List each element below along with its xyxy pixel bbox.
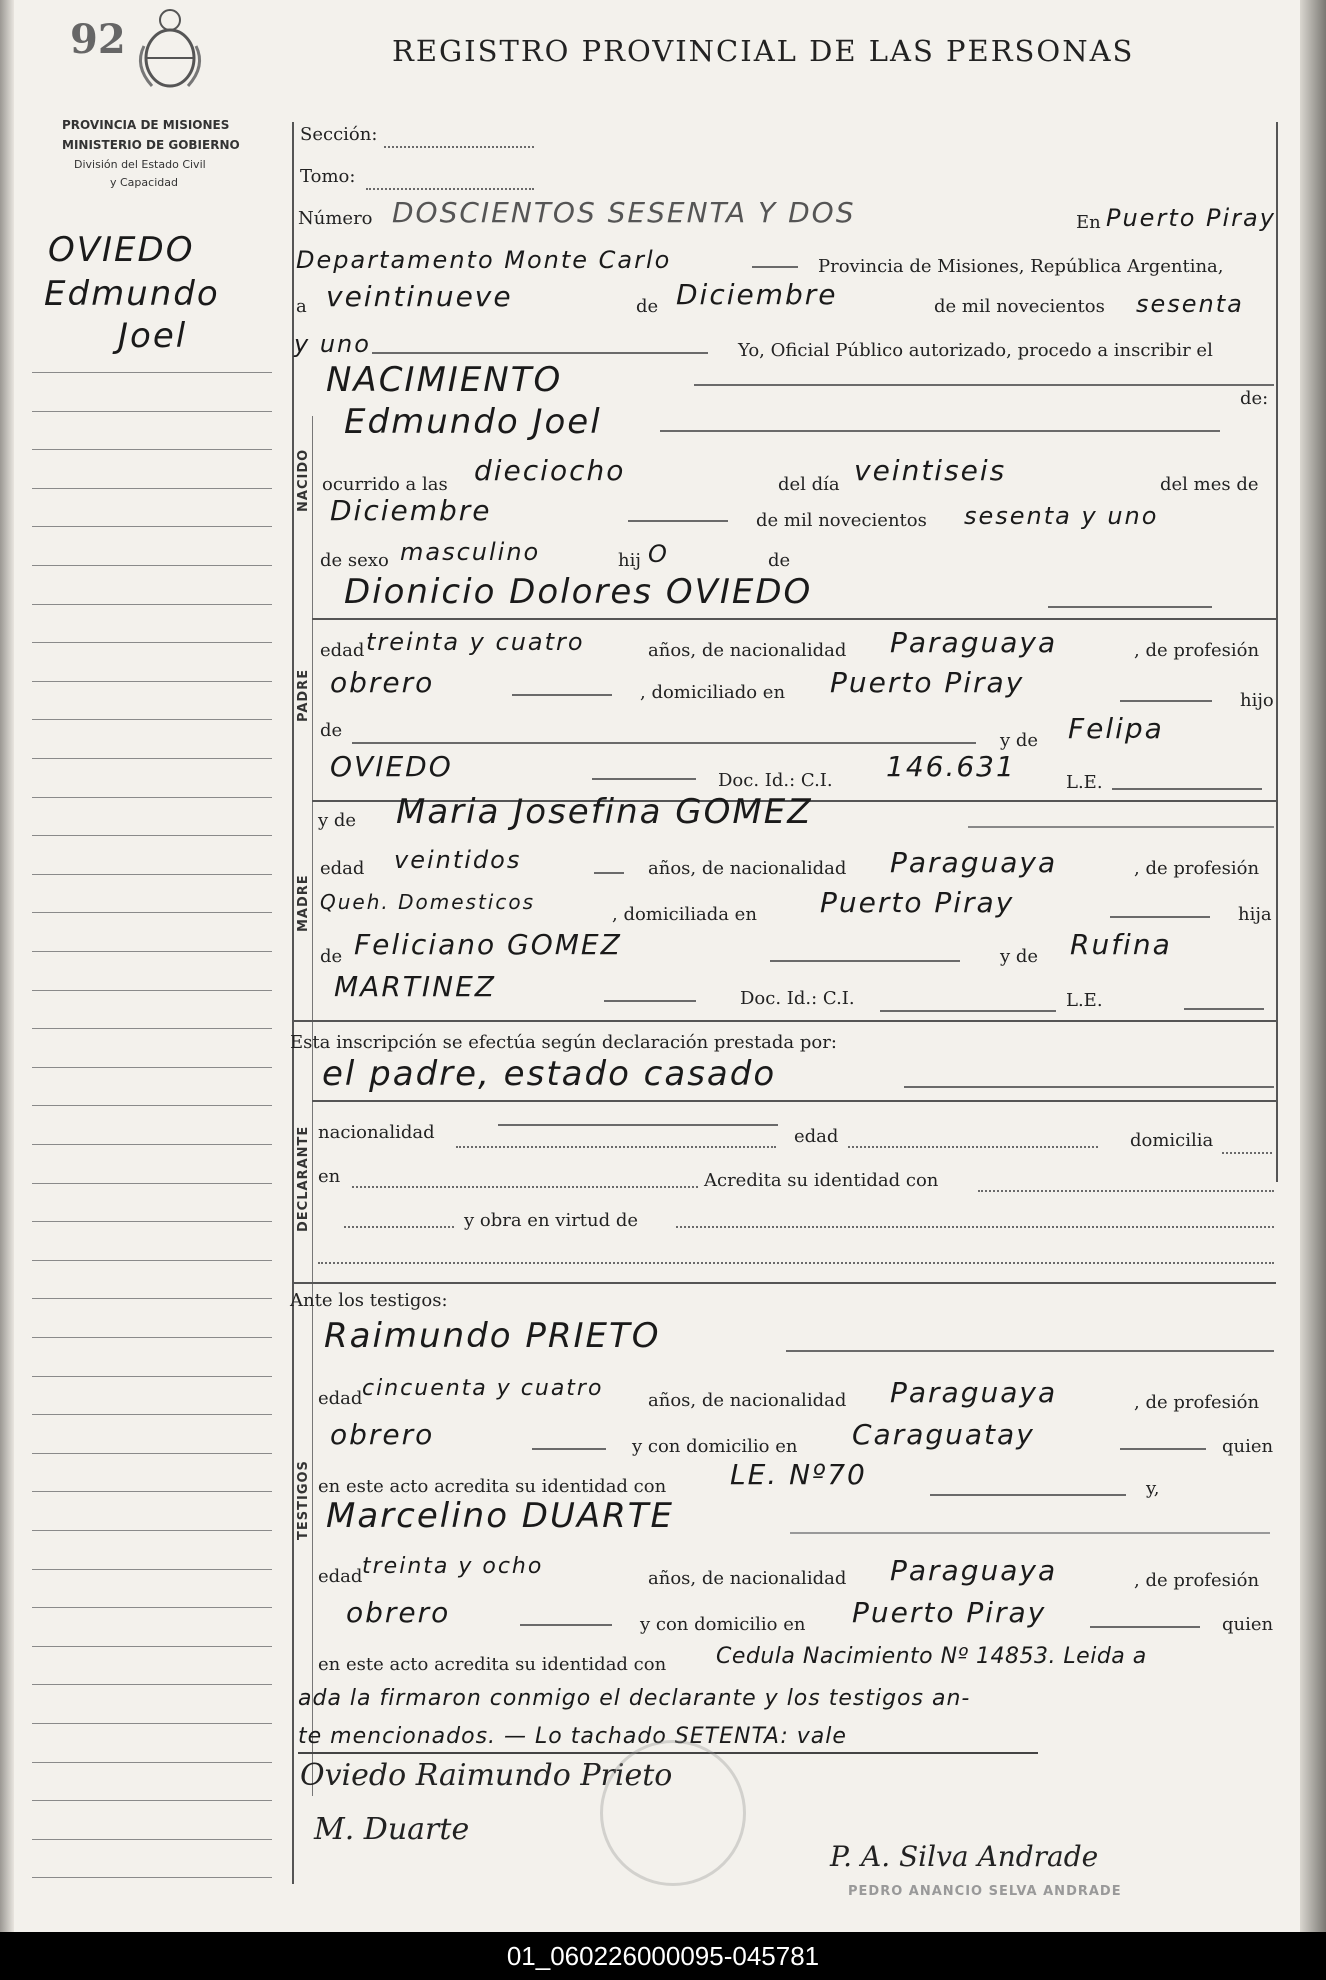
office-line-2: MINISTERIO DE GOBIERNO (62, 138, 240, 152)
margin-first-name: Edmundo (44, 274, 220, 314)
margin-rule-line (32, 1105, 272, 1106)
sep-nacido-padre (312, 618, 1276, 620)
margin-rule-line (32, 1221, 272, 1222)
label-de-1: de (636, 296, 659, 317)
margin-rule-line (32, 1298, 272, 1299)
label-esta-inscripcion: Esta inscripción se efectúa según declaración prestada por: (290, 1032, 837, 1053)
entry-cierre-2: te mencionados. — Lo tachado SETENTA: vale (298, 1724, 847, 1749)
entry-padre-madre: Felipa (1068, 712, 1164, 745)
label-t2-acto: en este acto acredita su identidad con (318, 1654, 667, 1675)
label-en: En (1076, 212, 1101, 233)
label-padre-anios: años, de nacionalidad (648, 640, 847, 661)
margin-rule-line (32, 1144, 272, 1145)
entry-padre-dom: Puerto Piray (830, 666, 1025, 699)
margin-rule-line (32, 1800, 272, 1801)
line-t1-doc (930, 1494, 1126, 1496)
line-acto (694, 384, 1274, 386)
entry-acto: NACIMIENTO (326, 360, 563, 400)
label-madre-anios: años, de nacionalidad (648, 858, 847, 879)
line-t1-dom (1120, 1448, 1206, 1450)
line-departamento (752, 266, 798, 268)
entry-padre-nombre: Dionicio Dolores OVIEDO (344, 572, 813, 612)
margin-rule-line (32, 719, 272, 720)
label-madre-y-de-2: y de (1000, 946, 1039, 967)
sep-madre-inscripcion (292, 1020, 1276, 1022)
entry-dia-nac: veintiseis (854, 454, 1007, 487)
entry-t2-dom: Puerto Piray (852, 1596, 1047, 1629)
entry-mes-nac: Diciembre (330, 494, 492, 527)
side-label-testigos: TESTIGOS (296, 1460, 311, 1540)
scan-id-footer: 01_060226000095-045781 (0, 1932, 1326, 1980)
label-madre-edad: edad (320, 858, 365, 879)
label-hijo: hij (618, 550, 641, 571)
margin-rule-line (32, 1607, 272, 1608)
signature-testigo-2: M. Duarte (314, 1812, 470, 1847)
office-line-4: y Capacidad (110, 176, 178, 189)
label-padre-le: L.E. (1066, 772, 1103, 793)
label-madre-y-de: y de (318, 810, 357, 831)
line-decl-acredita (978, 1190, 1274, 1192)
entry-declarante: el padre, estado casado (322, 1054, 777, 1094)
label-ante: Ante los testigos: (290, 1290, 448, 1311)
line-seccion (384, 146, 534, 148)
margin-rule-line (32, 1569, 272, 1570)
margin-rule-line (32, 642, 272, 643)
margin-rule-line (32, 912, 272, 913)
entry-madre-prof: Queh. Domesticos (320, 890, 536, 914)
frame-left-line (292, 122, 294, 1884)
margin-rule-line (32, 1183, 272, 1184)
label-edad-decl: edad (794, 1126, 839, 1147)
label-madre-le: L.E. (1066, 990, 1103, 1011)
label-provincia: Provincia de Misiones, República Argentina, (818, 256, 1224, 277)
margin-rule-line (32, 1414, 272, 1415)
label-numero: Número (298, 208, 373, 229)
line-padre-padre (352, 742, 976, 744)
entry-anio-2: y uno (294, 330, 371, 358)
entry-t1-doc: LE. Nº70 (730, 1458, 867, 1491)
entry-departamento: Departamento Monte Carlo (296, 246, 672, 274)
label-seccion: Sección: (300, 124, 378, 145)
margin-rule-line (32, 411, 272, 412)
line-decl-obra-pre (344, 1226, 454, 1228)
page-edge-shadow (1300, 0, 1326, 1932)
entry-testigo1: Raimundo PRIETO (324, 1316, 661, 1356)
entry-hijo-suffix: O (648, 540, 669, 568)
office-line-3: División del Estado Civil (74, 158, 206, 171)
margin-rule-line (32, 1684, 272, 1685)
margin-rule-line (32, 797, 272, 798)
label-de-mil: de mil novecientos (934, 296, 1105, 317)
label-madre-dom: , domiciliada en (612, 904, 757, 925)
entry-t1-dom: Caraguatay (852, 1418, 1035, 1451)
label-t2-edad: edad (318, 1566, 363, 1587)
entry-padre-edad: treinta y cuatro (366, 628, 585, 656)
label-tomo: Tomo: (300, 166, 356, 187)
label-del-mes: del mes de (1160, 474, 1259, 495)
signature-oficial: P. A. Silva Andrade (830, 1840, 1099, 1873)
sep-declarante-bottom (292, 1282, 1276, 1284)
entry-padre-ci: 146.631 (886, 750, 1016, 783)
label-t2-anios: años, de nacionalidad (648, 1568, 847, 1589)
side-label-declarante: DECLARANTE (296, 1125, 311, 1232)
line-decl-en (352, 1186, 698, 1188)
margin-rule-line (32, 565, 272, 566)
entry-madre-padre: Feliciano GOMEZ (354, 928, 622, 961)
margin-rule-line (32, 1453, 272, 1454)
label-de-mil-nac: de mil novecientos (756, 510, 927, 531)
line-decl-nac-2 (456, 1146, 776, 1148)
line-mes-nac (628, 520, 728, 522)
margin-rule-line (32, 488, 272, 489)
line-padre-le (1112, 788, 1262, 790)
entry-cierre-1: ada la firmaron conmigo el declarante y los testigos an- (298, 1686, 971, 1711)
label-t1-acto: en este acto acredita su identidad con (318, 1476, 667, 1497)
line-madre-ci (880, 1010, 1056, 1012)
label-madre-prof: , de profesión (1134, 858, 1260, 879)
frame-right-line (1276, 122, 1278, 1182)
entry-t2-doc: Cedula Nacimiento Nº 14853. Leida a (716, 1644, 1147, 1669)
label-padre-doc: Doc. Id.: C.I. (718, 770, 833, 791)
line-padre-dom (1120, 700, 1212, 702)
line-t2-prof (520, 1624, 612, 1626)
entry-t2-nac: Paraguaya (890, 1554, 1058, 1587)
line-decl-obra (676, 1226, 1274, 1228)
entry-mes: Diciembre (676, 278, 838, 311)
entry-madre-madre-ap: MARTINEZ (334, 970, 496, 1003)
entry-t2-edad: treinta y ocho (362, 1554, 544, 1579)
line-madre-edad (594, 872, 624, 874)
margin-rule-line (32, 1646, 272, 1647)
line-padre-nombre (1048, 606, 1212, 608)
margin-rule-line (32, 526, 272, 527)
margin-rule-line (32, 1028, 272, 1029)
line-madre-padre (770, 960, 960, 962)
entry-t1-edad: cincuenta y cuatro (362, 1376, 604, 1401)
entry-madre-madre: Rufina (1070, 928, 1172, 961)
margin-rule-line (32, 449, 272, 450)
line-t1-prof (532, 1448, 606, 1450)
margin-rule-line (32, 1376, 272, 1377)
side-label-nacido: NACIDO (296, 448, 311, 512)
label-madre-doc: Doc. Id.: C.I. (740, 988, 855, 1009)
entry-sexo: masculino (400, 538, 541, 566)
label-padre-prof: , de profesión (1134, 640, 1260, 661)
label-t1-y: y, (1146, 1478, 1160, 1499)
entry-lugar: Puerto Piray (1106, 204, 1276, 232)
label-t2-prof: , de profesión (1134, 1570, 1260, 1591)
line-nombre (660, 430, 1220, 432)
entry-hora: dieciocho (474, 454, 626, 487)
label-acredita: Acredita su identidad con (704, 1170, 939, 1191)
margin-rule-line (32, 758, 272, 759)
margin-rule-line (32, 1877, 272, 1878)
entry-padre-nac: Paraguaya (890, 626, 1058, 659)
page-number: 92 (70, 16, 126, 63)
line-madre-nombre (968, 826, 1274, 828)
margin-rule-line (32, 835, 272, 836)
margin-surname: OVIEDO (48, 230, 195, 270)
label-padre-de: de (320, 720, 343, 741)
margin-rule-line (32, 1723, 272, 1724)
label-ocurrido: ocurrido a las (322, 474, 448, 495)
signature-declarante-testigo: Oviedo Raimundo Prieto (300, 1758, 673, 1793)
margin-second-name: Joel (118, 316, 188, 356)
margin-rule-line (32, 1530, 272, 1531)
margin-rule-line (32, 372, 272, 373)
label-t2-dom: y con domicilio en (640, 1614, 806, 1635)
entry-t1-prof: obrero (330, 1418, 435, 1451)
margin-rule-line (32, 1839, 272, 1840)
line-testigo2 (790, 1532, 1270, 1534)
official-seal (600, 1740, 746, 1886)
label-padre-edad: edad (320, 640, 365, 661)
label-t1-dom: y con domicilio en (632, 1436, 798, 1457)
label-t1-quien: quien (1222, 1436, 1274, 1457)
margin-rule-line (32, 604, 272, 605)
line-decl-extra (318, 1262, 1274, 1264)
margin-rule-line (32, 1067, 272, 1068)
page-binding-shadow (0, 0, 14, 1932)
entry-madre-edad: veintidos (394, 846, 522, 874)
entry-anio: sesenta (1136, 290, 1244, 318)
line-testigo1 (786, 1350, 1274, 1352)
label-yo: Yo, Oficial Público autorizado, procedo a inscribir el (738, 340, 1213, 361)
entry-padre-madre-ap: OVIEDO (330, 750, 453, 783)
label-sexo: de sexo (320, 550, 389, 571)
label-madre-de: de (320, 946, 343, 967)
label-domicilia: domicilia (1130, 1130, 1214, 1151)
line-padre-prof (512, 694, 612, 696)
entry-dia: veintinueve (326, 280, 513, 313)
label-t1-prof: , de profesión (1134, 1392, 1260, 1413)
document-title: REGISTRO PROVINCIAL DE LAS PERSONAS (392, 34, 1135, 68)
line-madre-madre-ap (604, 1000, 696, 1002)
line-padre-madre-ap (592, 778, 696, 780)
entry-testigo2: Marcelino DUARTE (326, 1496, 675, 1536)
margin-rule-line (32, 951, 272, 952)
line-tomo (366, 188, 534, 190)
entry-nombre: Edmundo Joel (344, 402, 602, 442)
label-nacionalidad: nacionalidad (318, 1122, 435, 1143)
line-t2-dom (1090, 1626, 1200, 1628)
margin-rule-line (32, 1337, 272, 1338)
label-de-colon: de: (1240, 388, 1269, 409)
line-declarante (904, 1086, 1274, 1088)
line-decl-nac (498, 1124, 778, 1126)
entry-madre-nac: Paraguaya (890, 846, 1058, 879)
entry-t2-prof: obrero (346, 1596, 451, 1629)
label-t1-edad: edad (318, 1388, 363, 1409)
label-t1-anios: años, de nacionalidad (648, 1390, 847, 1411)
label-padre-y-de: y de (1000, 730, 1039, 751)
margin-rule-line (32, 1762, 272, 1763)
label-de-sexo-end: de (768, 550, 791, 571)
sep-declarante-top (312, 1100, 1276, 1102)
margin-rule-line (32, 1260, 272, 1261)
entry-padre-prof: obrero (330, 666, 435, 699)
office-line-1: PROVINCIA DE MISIONES (62, 118, 230, 132)
frame-inner-line (312, 416, 313, 1796)
label-t2-quien: quien (1222, 1614, 1274, 1635)
line-decl-dom (1222, 1152, 1272, 1154)
label-del-dia: del día (778, 474, 840, 495)
side-label-padre: PADRE (296, 668, 311, 722)
margin-rule-line (32, 874, 272, 875)
label-obra: y obra en virtud de (464, 1210, 639, 1231)
margin-rule-line (32, 1491, 272, 1492)
label-a: a (296, 296, 307, 317)
label-padre-dom: , domiciliado en (640, 682, 786, 703)
label-en-decl-2: en (318, 1166, 341, 1187)
official-name-stamp: PEDRO ANANCIO SELVA ANDRADE (848, 1884, 1122, 1899)
line-decl-edad (848, 1146, 1098, 1148)
entry-madre-nombre: Maria Josefina GOMEZ (396, 792, 813, 832)
side-label-madre: MADRE (296, 874, 311, 932)
entry-numero: DOSCIENTOS SESENTA Y DOS (392, 196, 856, 229)
entry-t1-nac: Paraguaya (890, 1376, 1058, 1409)
coat-of-arms-icon (130, 6, 210, 90)
line-anio-2 (372, 352, 708, 354)
entry-anio-nac: sesenta y uno (964, 502, 1159, 530)
line-madre-le (1184, 1008, 1264, 1010)
margin-rule-line (32, 681, 272, 682)
label-madre-hija: hija (1238, 904, 1272, 925)
entry-madre-dom: Puerto Piray (820, 886, 1015, 919)
label-padre-hijo: hijo (1240, 690, 1274, 711)
margin-rule-line (32, 990, 272, 991)
line-madre-dom (1110, 916, 1210, 918)
